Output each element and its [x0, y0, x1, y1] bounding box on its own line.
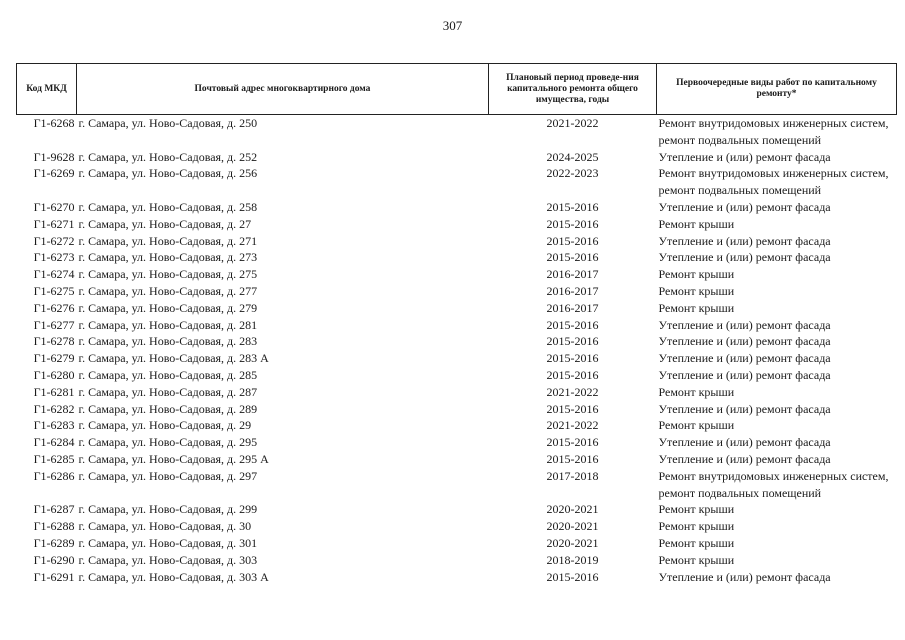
mkd-code-cell: Г1-6280 — [33, 367, 75, 382]
work-type-line: Утепление и (или) ремонт фасада — [658, 149, 831, 164]
address-cell: г. Самара, ул. Ново-Садовая, д. 303 — [78, 552, 258, 567]
table-row — [17, 501, 897, 518]
mkd-code-cell: Г1-6273 — [33, 250, 75, 265]
address-cell: г. Самара, ул. Ново-Садовая, д. 289 — [78, 401, 258, 416]
table-row — [17, 552, 897, 569]
address-cell: г. Самара, ул. Ново-Садовая, д. 287 — [78, 384, 258, 399]
table-row — [17, 266, 897, 283]
mkd-code-cell: Г1-6284 — [33, 435, 75, 450]
address-cell: г. Самара, ул. Ново-Садовая, д. 295 А — [78, 451, 269, 466]
address-cell: г. Самара, ул. Ново-Садовая, д. 273 — [78, 250, 258, 265]
work-type-line: Утепление и (или) ремонт фасада — [658, 334, 831, 349]
work-type-line: Ремонт крыши — [658, 384, 735, 399]
table-row — [17, 149, 897, 166]
address-cell: г. Самара, ул. Ново-Садовая, д. 279 — [78, 300, 258, 315]
work-type-line: Ремонт крыши — [658, 552, 735, 567]
work-type-line: Ремонт крыши — [658, 418, 735, 433]
period-cell: 2021-2022 — [546, 384, 599, 399]
mkd-code-cell: Г1-6291 — [33, 569, 75, 584]
work-type-line: Утепление и (или) ремонт фасада — [658, 250, 831, 265]
work-types-cell — [657, 451, 897, 468]
mkd-code-cell: Г1-6268 — [33, 116, 75, 130]
period-cell: 2021-2022 — [546, 116, 599, 130]
work-type-line: Утепление и (или) ремонт фасада — [658, 233, 831, 248]
address-cell: г. Самара, ул. Ново-Садовая, д. 297 — [78, 468, 258, 483]
period-cell: 2021-2022 — [546, 418, 599, 433]
work-type-line: Ремонт внутридомовых инженерных систем, — [658, 166, 889, 181]
address-cell: г. Самара, ул. Ново-Садовая, д. 295 — [78, 435, 258, 450]
address-cell: г. Самара, ул. Ново-Садовая, д. 303 А — [78, 569, 269, 584]
work-types-cell — [657, 401, 897, 418]
work-type-line: Утепление и (или) ремонт фасада — [658, 435, 831, 450]
table-row — [17, 468, 897, 502]
period-cell: 2020-2021 — [546, 502, 599, 517]
work-types-cell — [657, 115, 897, 149]
address-cell: г. Самара, ул. Ново-Садовая, д. 275 — [78, 267, 258, 282]
period-cell: 2015-2016 — [546, 435, 599, 450]
table-row — [17, 283, 897, 300]
work-types-cell — [657, 417, 897, 434]
work-type-line: Утепление и (или) ремонт фасада — [658, 401, 831, 416]
mkd-code-cell: Г1-6269 — [33, 166, 75, 181]
table-row — [17, 249, 897, 266]
table-row — [17, 434, 897, 451]
address-cell: г. Самара, ул. Ново-Садовая, д. 256 — [78, 166, 258, 181]
work-type-line: Утепление и (или) ремонт фасада — [658, 199, 831, 214]
address-cell: г. Самара, ул. Ново-Садовая, д. 258 — [78, 199, 258, 214]
table-row — [17, 535, 897, 552]
address-cell: г. Самара, ул. Ново-Садовая, д. 27 — [78, 216, 252, 231]
address-cell: г. Самара, ул. Ново-Садовая, д. 277 — [78, 283, 258, 298]
work-type-line: Ремонт крыши — [658, 283, 735, 298]
mkd-code-cell: Г1-6278 — [33, 334, 75, 349]
period-cell: 2015-2016 — [546, 334, 599, 349]
table-row — [17, 317, 897, 334]
work-type-line: Ремонт крыши — [658, 502, 735, 517]
mkd-code-cell: Г1-6282 — [33, 401, 75, 416]
mkd-code-cell: Г1-6281 — [33, 384, 75, 399]
table-row — [17, 216, 897, 233]
table-header-row — [17, 64, 897, 115]
work-type-line: Утепление и (или) ремонт фасада — [658, 317, 831, 332]
work-types-cell — [657, 283, 897, 300]
period-cell: 2016-2017 — [546, 283, 599, 298]
work-type-line: Ремонт внутридомовых инженерных систем, — [658, 468, 889, 483]
period-cell: 2015-2016 — [546, 317, 599, 332]
period-cell: 2015-2016 — [546, 199, 599, 214]
table-row — [17, 115, 897, 149]
work-type-line: Утепление и (или) ремонт фасада — [658, 451, 831, 466]
mkd-code-cell: Г1-6277 — [33, 317, 75, 332]
work-types-cell — [657, 501, 897, 518]
address-cell: г. Самара, ул. Ново-Садовая, д. 285 — [78, 367, 258, 382]
work-types-cell — [657, 333, 897, 350]
work-types-cell — [657, 300, 897, 317]
page-number: 307 — [442, 18, 463, 33]
work-type-line: Ремонт внутридомовых инженерных систем, — [658, 116, 889, 130]
table-row — [17, 384, 897, 401]
mkd-code-cell: Г1-6290 — [33, 552, 75, 567]
work-types-cell — [657, 149, 897, 166]
mkd-code-cell: Г1-6289 — [33, 535, 75, 550]
table-body — [17, 115, 897, 586]
period-cell: 2024-2025 — [546, 149, 599, 164]
mkd-code-cell: Г1-6274 — [33, 267, 75, 282]
mkd-code-cell: Г1-6286 — [33, 468, 75, 483]
work-type-line: ремонт подвальных помещений — [658, 132, 822, 147]
work-types-cell — [657, 518, 897, 535]
mkd-code-cell: Г1-6279 — [33, 351, 75, 366]
period-cell: 2015-2016 — [546, 216, 599, 231]
table-row — [17, 233, 897, 250]
address-cell: г. Самара, ул. Ново-Садовая, д. 29 — [78, 418, 252, 433]
work-types-cell — [657, 569, 897, 586]
mkd-code-cell: Г1-6288 — [33, 519, 75, 534]
address-cell: г. Самара, ул. Ново-Садовая, д. 271 — [78, 233, 258, 248]
period-cell: 2018-2019 — [546, 552, 599, 567]
work-type-line: Ремонт крыши — [658, 267, 735, 282]
address-cell: г. Самара, ул. Ново-Садовая, д. 301 — [78, 535, 258, 550]
work-type-line: Утепление и (или) ремонт фасада — [658, 351, 831, 366]
work-type-line: Ремонт крыши — [658, 300, 735, 315]
mkd-code-cell: Г1-6276 — [33, 300, 75, 315]
header-works: Первоочередные виды работ по капитальному ремонту* — [657, 64, 897, 115]
period-cell: 2017-2018 — [546, 468, 599, 483]
work-types-cell — [657, 468, 897, 502]
work-types-cell — [657, 266, 897, 283]
address-cell: г. Самара, ул. Ново-Садовая, д. 252 — [78, 149, 258, 164]
work-types-cell — [657, 384, 897, 401]
work-types-cell — [657, 165, 897, 199]
address-cell: г. Самара, ул. Ново-Садовая, д. 283 — [78, 334, 258, 349]
address-cell: г. Самара, ул. Ново-Садовая, д. 299 — [78, 502, 258, 517]
header-address: Почтовый адрес многоквартирного дома — [77, 64, 489, 115]
work-types-cell — [657, 233, 897, 250]
mkd-code-cell: Г1-9628 — [33, 149, 75, 164]
work-types-cell — [657, 216, 897, 233]
work-type-line: ремонт подвальных помещений — [658, 183, 822, 198]
work-types-cell — [657, 367, 897, 384]
period-cell: 2015-2016 — [546, 401, 599, 416]
table-row — [17, 451, 897, 468]
period-cell: 2016-2017 — [546, 300, 599, 315]
period-cell: 2015-2016 — [546, 367, 599, 382]
period-cell: 2020-2021 — [546, 535, 599, 550]
work-types-cell — [657, 535, 897, 552]
period-cell: 2015-2016 — [546, 250, 599, 265]
period-cell: 2022-2023 — [546, 166, 599, 181]
work-type-line: Ремонт крыши — [658, 216, 735, 231]
header-period: Плановый период проведе-ния капитального ремонта общего имущества, годы — [489, 64, 657, 115]
capital-repair-table — [16, 63, 897, 585]
work-type-line: Ремонт крыши — [658, 519, 735, 534]
period-cell: 2015-2016 — [546, 233, 599, 248]
period-cell: 2015-2016 — [546, 451, 599, 466]
table-row — [17, 199, 897, 216]
period-cell: 2015-2016 — [546, 351, 599, 366]
mkd-code-cell: Г1-6285 — [33, 451, 75, 466]
mkd-code-cell: Г1-6272 — [33, 233, 75, 248]
table-row — [17, 165, 897, 199]
work-type-line: Утепление и (или) ремонт фасада — [658, 367, 831, 382]
table-row — [17, 518, 897, 535]
period-cell: 2016-2017 — [546, 267, 599, 282]
mkd-code-cell: Г1-6287 — [33, 502, 75, 517]
table-row — [17, 300, 897, 317]
address-cell: г. Самара, ул. Ново-Садовая, д. 281 — [78, 317, 258, 332]
work-type-line: Ремонт крыши — [658, 535, 735, 550]
address-cell: г. Самара, ул. Ново-Садовая, д. 283 А — [78, 351, 269, 366]
table-row — [17, 401, 897, 418]
mkd-code-cell: Г1-6270 — [33, 199, 75, 214]
work-types-cell — [657, 434, 897, 451]
table-row — [17, 350, 897, 367]
address-cell: г. Самара, ул. Ново-Садовая, д. 30 — [78, 519, 252, 534]
work-types-cell — [657, 317, 897, 334]
period-cell: 2020-2021 — [546, 519, 599, 534]
header-code: Код МКД — [17, 64, 77, 115]
work-type-line: Утепление и (или) ремонт фасада — [658, 569, 831, 584]
table-row — [17, 333, 897, 350]
table-row — [17, 417, 897, 434]
work-types-cell — [657, 350, 897, 367]
address-cell: г. Самара, ул. Ново-Садовая, д. 250 — [78, 116, 258, 130]
work-types-cell — [657, 199, 897, 216]
mkd-code-cell: Г1-6283 — [33, 418, 75, 433]
work-types-cell — [657, 249, 897, 266]
work-type-line: ремонт подвальных помещений — [658, 485, 822, 500]
mkd-code-cell: Г1-6271 — [33, 216, 75, 231]
period-cell: 2015-2016 — [546, 569, 599, 584]
mkd-code-cell: Г1-6275 — [33, 283, 75, 298]
work-types-cell — [657, 552, 897, 569]
table-row — [17, 569, 897, 586]
table-row — [17, 367, 897, 384]
